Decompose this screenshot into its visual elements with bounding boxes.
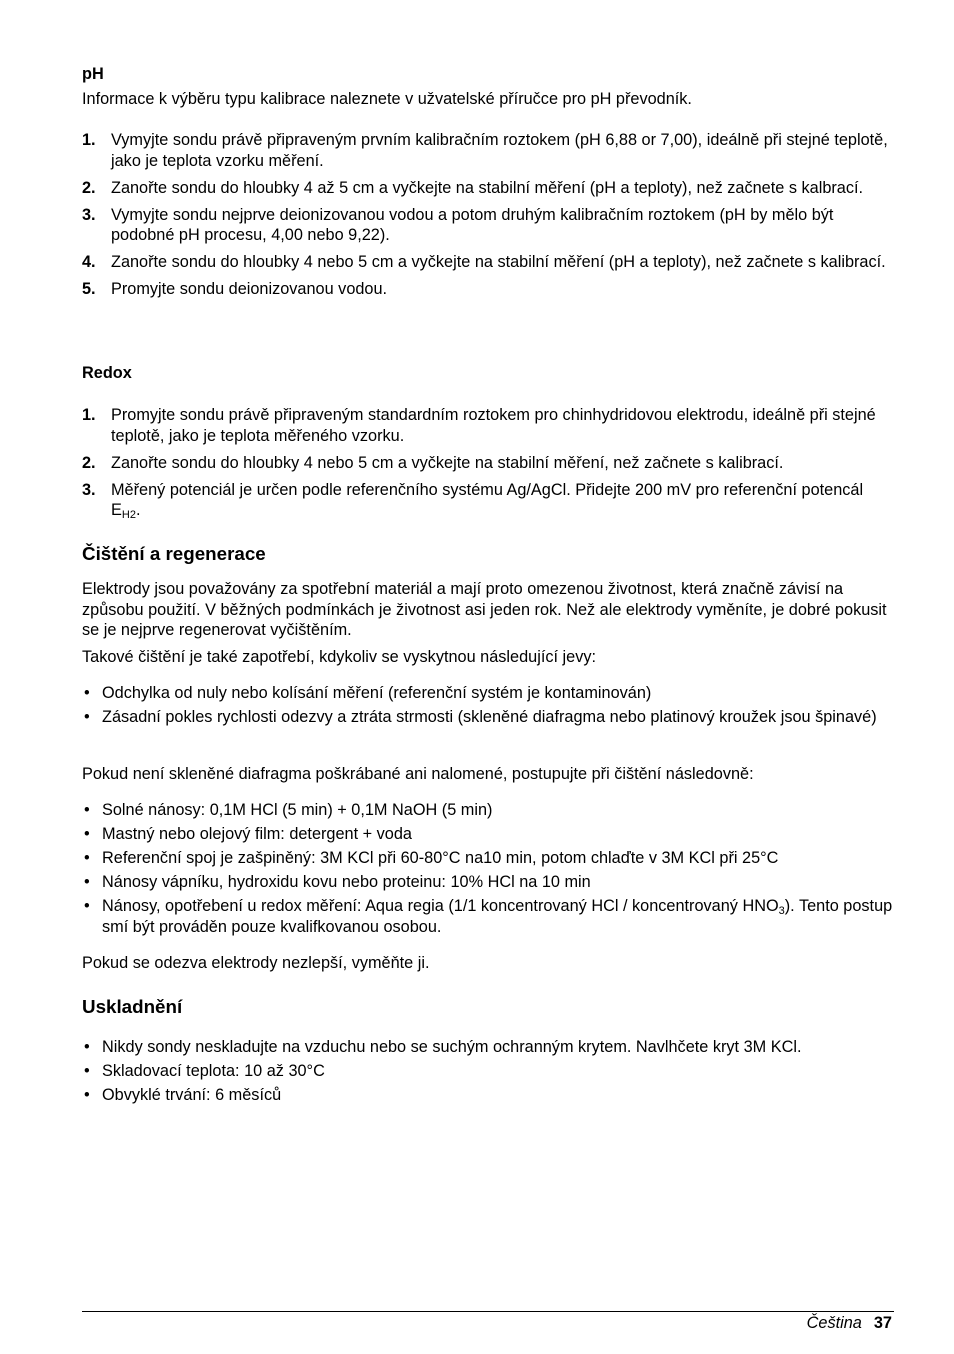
item-text: Mastný nebo olejový film: detergent + voda <box>102 825 412 843</box>
item-text: Zásadní pokles rychlosti odezvy a ztráta strmosti (skleněné diafragma nebo platinový kroužek jsou špinavé) <box>102 708 877 726</box>
list-item <box>82 1037 894 1058</box>
list-item <box>82 279 894 300</box>
step-number: 3. <box>82 205 96 224</box>
item-text-tail: ). Tento postup smí být prováděn pouze kvalifkovanou osobou. <box>102 897 893 936</box>
cleaning-paragraph-4: Pokud se odezva elektrody nezlepší, vyměňte ji. <box>82 954 430 972</box>
step-text: Promyjte sondu právě připraveným standardním roztokem pro chinhydridovou elektrodu, ideálně při stejné teplotě, jako je teplota měřeného vzorku. <box>111 406 876 445</box>
bullet-icon: • <box>84 1086 90 1104</box>
item-text: Referenční spoj je zašpiněný: 3M KCl při 60-80°C na10 min, potom chlaďte v 3M KCl při 25°C <box>102 849 779 867</box>
list-item <box>82 205 894 246</box>
list-item <box>82 252 894 273</box>
step-number: 3. <box>82 480 96 499</box>
redox-steps-list <box>82 405 894 527</box>
step-number: 2. <box>82 453 96 472</box>
list-item <box>82 480 894 521</box>
bullet-icon: • <box>84 801 90 819</box>
list-item <box>82 683 894 704</box>
storage-heading: Uskladnění <box>82 996 183 1017</box>
subscript: H2 <box>121 509 136 522</box>
step-text-tail: . <box>135 501 141 520</box>
cleaning-methods-list <box>82 800 894 941</box>
list-item <box>82 824 894 845</box>
cleaning-paragraph-2: Takové čištění je také zapotřebí, kdykoliv se vyskytnou následující jevy: <box>82 648 597 666</box>
list-item <box>82 896 894 937</box>
list-item <box>82 453 894 474</box>
list-item <box>82 1085 894 1106</box>
list-item <box>82 405 894 446</box>
bullet-icon: • <box>84 873 90 891</box>
list-item <box>82 1061 894 1082</box>
list-item <box>82 872 894 893</box>
step-number: 1. <box>82 406 96 424</box>
list-item <box>82 130 894 171</box>
item-text: Nikdy sondy neskladujte na vzduchu nebo se suchým ochranným krytem. Navlhčete kryt 3M KCl. <box>102 1038 802 1056</box>
item-text: Nánosy, opotřebení u redox měření: Aqua regia (1/1 koncentrovaný HCl / koncentrovaný HNO <box>102 897 779 915</box>
step-text: Zanořte sondu do hloubky 4 nebo 5 cm a vyčkejte na stabilní měření (pH a teploty), než začnete s kalibrací. <box>111 253 886 272</box>
bullet-icon: • <box>84 708 90 726</box>
step-number: 1. <box>82 131 96 149</box>
list-item <box>82 707 894 728</box>
page-number: 37 <box>873 1314 892 1332</box>
redox-heading: Redox <box>82 364 132 382</box>
footer-divider <box>82 1311 894 1312</box>
page-footer <box>807 1313 892 1333</box>
storage-list <box>82 1037 894 1109</box>
cleaning-paragraph-1: Elektrody jsou považovány za spotřební materiál a mají proto omezenou životnost, která značně závisí na způsobu použití. V běžných podmínkách je životnost asi jeden rok. Než ale elektrody vyměníte, je dobré pokusit se je nejprve regenerovat vyčištěním. <box>82 580 887 639</box>
step-text: Zanořte sondu do hloubky 4 nebo 5 cm a vyčkejte na stabilní měření, než začnete s kalibrací. <box>111 453 784 472</box>
list-item <box>82 848 894 869</box>
bullet-icon: • <box>84 1038 90 1056</box>
bullet-icon: • <box>84 897 90 915</box>
step-text: Zanořte sondu do hloubky 4 až 5 cm a vyčkejte na stabilní měření (pH a teploty), než začnete s kalbrací. <box>111 178 864 197</box>
list-item <box>82 800 894 821</box>
cleaning-paragraph-3: Pokud není skleněné diafragma poškrábané ani nalomené, postupujte při čištění následovně: <box>82 765 754 783</box>
symptoms-list <box>82 683 894 731</box>
item-text: Obvyklé trvání: 6 měsíců <box>102 1086 282 1104</box>
item-text: Nánosy vápníku, hydroxidu kovu nebo proteinu: 10% HCl na 10 min <box>102 873 591 891</box>
item-text: Solné nánosy: 0,1M HCl (5 min) + 0,1M NaOH (5 min) <box>102 801 493 819</box>
ph-heading: pH <box>82 65 104 83</box>
subscript: 3 <box>778 905 785 917</box>
bullet-icon: • <box>84 849 90 867</box>
bullet-icon: • <box>84 825 90 843</box>
item-text: Skladovací teplota: 10 až 30°C <box>102 1062 325 1080</box>
step-text: Vymyjte sondu nejprve deionizovanou vodou a potom druhým kalibračním roztokem (pH by mělo být podobné pH procesu, 4,00 nebo 9,22). <box>111 205 834 245</box>
step-number: 5. <box>82 280 96 299</box>
cleaning-heading: Čištění a regenerace <box>82 543 266 564</box>
bullet-icon: • <box>84 1062 90 1080</box>
bullet-icon: • <box>84 684 90 702</box>
step-text: Vymyjte sondu právě připraveným prvním kalibračním roztokem (pH 6,88 or 7,00), ideálně při stejné teplotě, jako je teplota vzorku měření. <box>111 131 888 170</box>
item-text: Odchylka od nuly nebo kolísání měření (referenční systém je kontaminován) <box>102 684 652 702</box>
list-item <box>82 178 894 199</box>
step-text: Měřený potenciál je určen podle referenčního systému Ag/AgCl. Přidejte 200 mV pro referenční potencál E <box>111 480 864 520</box>
ph-intro: Informace k výběru typu kalibrace naleznete v užvatelské příručce pro pH převodník. <box>82 90 692 108</box>
step-text: Promyjte sondu deionizovanou vodou. <box>111 280 388 299</box>
footer-language: Čeština <box>806 1314 862 1332</box>
step-number: 4. <box>82 253 96 272</box>
step-number: 2. <box>82 178 96 197</box>
ph-steps-list <box>82 130 894 306</box>
